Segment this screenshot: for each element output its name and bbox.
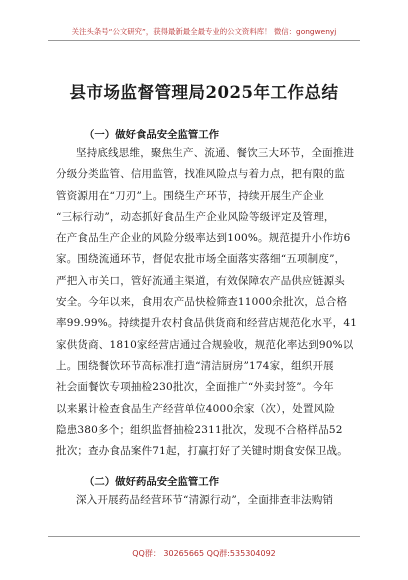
footer-divider xyxy=(48,536,360,537)
section-body-drug xyxy=(56,490,360,511)
body-line: 管资源用在“刀刃”上。围绕生产环节，持续开展生产企业 xyxy=(56,189,324,202)
header-notice: 关注头条号“公文研究”，获得最新最全最专业的公文资料库！ 微信：gongwenyj xyxy=(71,27,337,36)
body-line: 家供货商、1810家经营店通过合规验收，规范化率达到90%以 xyxy=(56,338,354,351)
body-line: 批次；查办食品案件71起，打赢打好了关键时期食安保卫战。 xyxy=(56,445,348,458)
page-header xyxy=(0,0,408,56)
footer-contact: QQ群： 30265665 QQ群:535304092 xyxy=(132,549,276,558)
body-line: 严把入市关口，管好流通主渠道，有效保障农产品供应链源头 xyxy=(56,274,345,287)
section-heading-food: （一）做好食品安全监管工作 xyxy=(84,129,220,141)
body-line: “三标行动”，动态抓好食品生产企业风险等级评定及管理， xyxy=(56,210,335,223)
body-line: 坚持底线思维，聚焦生产、流通、餐饮三大环节，全面推进 xyxy=(76,147,355,159)
body-line: 安全。今年以来，食用农产品快检筛查11000余批次，总合格 xyxy=(56,296,348,309)
header-divider xyxy=(48,40,360,41)
body-line: 分级分类监管、信用监管，找准风险点与着力点，把有限的监 xyxy=(56,168,345,181)
body-line: 在产食品生产企业的风险分级率达到100%。规范提升小作坊6 xyxy=(56,232,351,245)
body-line: 上。围绕餐饮环节高标准打造“清洁厨房”174家，组织开展 xyxy=(56,359,334,372)
section-body-food xyxy=(56,143,360,462)
body-line: 社会面餐饮专项抽检230批次，全面推广“外卖封签”。今年 xyxy=(56,381,334,394)
body-line: 深入开展药品经营环节“清源行动”，全面排查非法购销 xyxy=(76,494,334,506)
body-line: 家。围绕流通环节，督促农批市场全面落实落细“五项制度”， xyxy=(56,253,346,266)
body-line: 隐患380多个；组织监督抽检2311批次，发现不合格样品52 xyxy=(56,423,343,436)
section-heading-drug: （二）做好药品安全监管工作 xyxy=(84,476,220,488)
body-line: 率99.99%。持续提升农村食品供货商和经营店规范化水平，41 xyxy=(56,317,358,330)
body-line: 以来累计检查食品生产经营单位4000余家（次），处置风险 xyxy=(56,402,336,415)
document-title: 县市场监督管理局2025年工作总结 xyxy=(69,83,339,102)
page-footer xyxy=(0,524,408,580)
